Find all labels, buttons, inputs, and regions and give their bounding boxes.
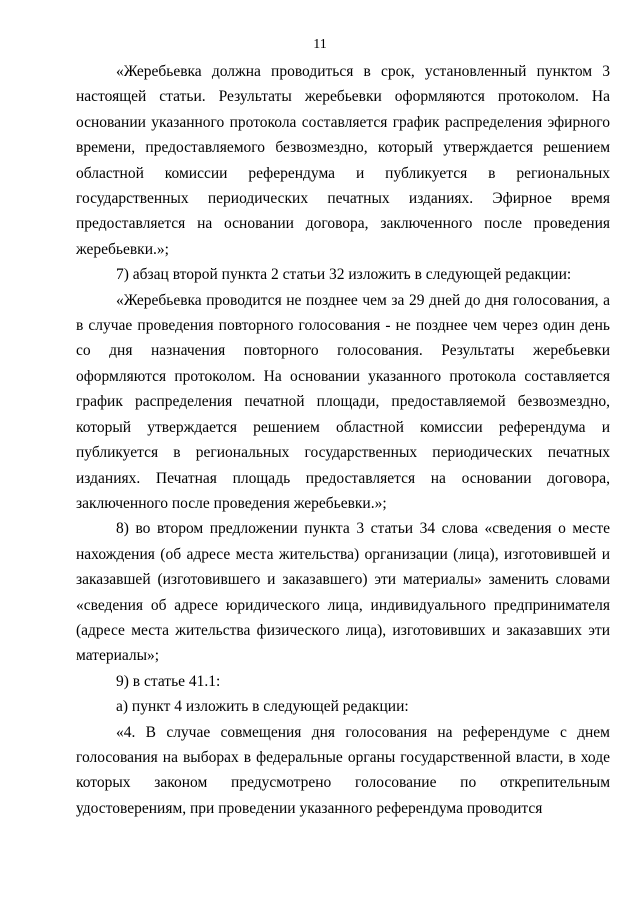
paragraph-draw-rules-print-space: «Жеребьевка проводится не позднее чем за 29 дней до дня голосования, а в случае проведения повторного голосования - не позднее чем через один день со дня назначения повторного голосования. Результаты жеребьевки оформляются протоколом. На основании указанного протокола составляется график распределения печатной площади, предоставляемой безвозмездно, который утверждается решением областной комиссии референдума и публикуется в региональных государственных периодических печатных изданиях. Печатная площадь предоставляется на основании договора, заключенного после проведения жеребьевки.»;	[76, 291, 610, 512]
paragraph-subitem-a: а) пункт 4 изложить в следующей редакции:	[116, 698, 409, 716]
paragraph-item-8: 8) во втором предложении пункта 3 статьи 34 слова «сведения о месте нахождения (об адресе места жительства) организации (лица), изготовившей и заказавшей (изготовившего и заказавшего) эти материалы» заменить словами «сведения об адресе юридического лица, индивидуального предпринимателя (адресе места жительства физического лица), изготовивших и заказавших эти материалы»;	[76, 520, 610, 665]
paragraph-clause-4: «4. В случае совмещения дня голосования на референдуме с днем голосования на выборах в федеральные органы государственной власти, в ходе которых законом предусмотрено голосование по открепительным удостоверениям, при проведении указанного референдума проводится	[76, 723, 610, 817]
paragraph-item-9: 9) в статье 41.1:	[116, 672, 221, 690]
page-number: 11	[313, 37, 327, 52]
document-body	[76, 59, 610, 821]
paragraph-item-7: 7) абзац второй пункта 2 статьи 32 изложить в следующей редакции:	[116, 266, 572, 284]
paragraph-draw-rules-airtime: «Жеребьевка должна проводиться в срок, установленный пунктом 3 настоящей статьи. Результаты жеребьевки оформляются протоколом. На основании указанного протокола составляется график распределения эфирного времени, предоставляемого безвозмездно, который утверждается решением областной комиссии референдума и публикуется в региональных государственных периодических печатных изданиях. Эфирное время предоставляется на основании договора, заключенного после проведения жеребьевки.»;	[76, 63, 610, 258]
